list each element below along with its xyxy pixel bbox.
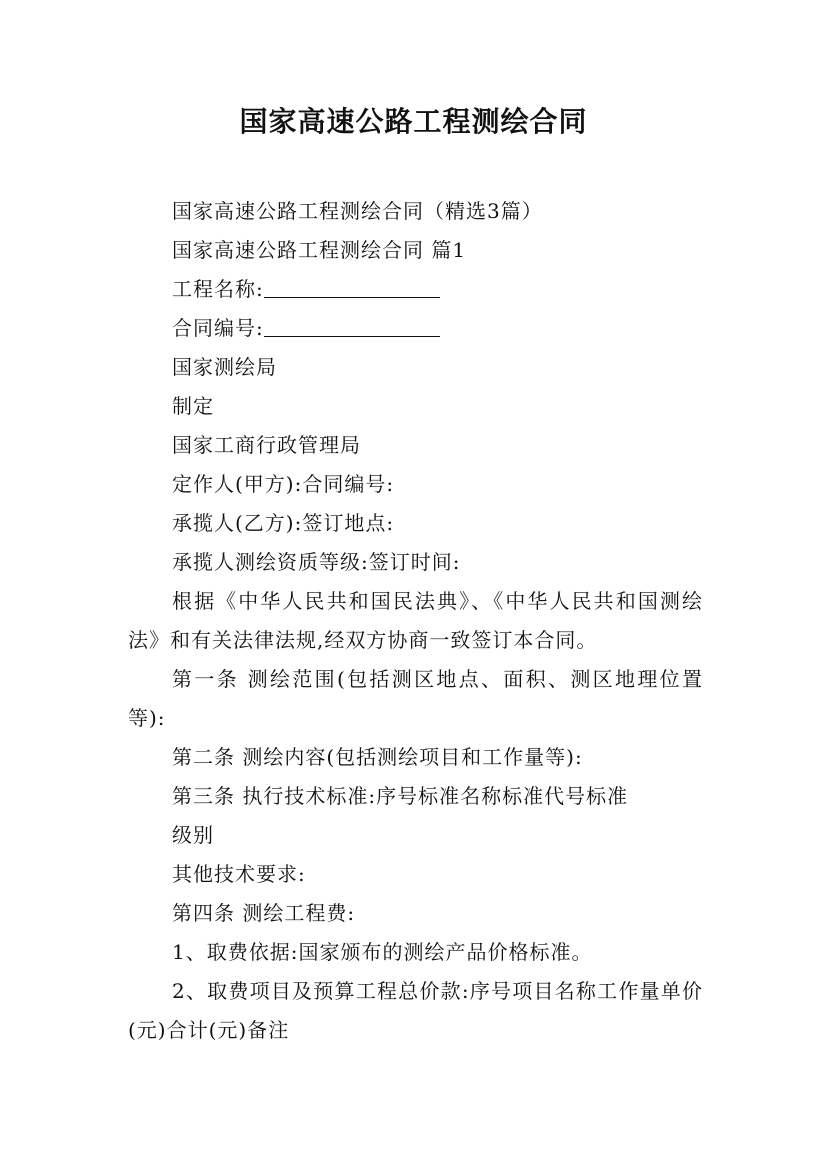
- authority-line: 国家工商行政管理局: [172, 433, 361, 457]
- article-3-line: 第三条 执行技术标准:序号标准名称标准代号标准: [172, 784, 629, 808]
- issuer-line: 国家测绘局: [172, 355, 277, 379]
- contract-number-line: [128, 309, 703, 348]
- fee-basis-line: 1、取费依据:国家颁布的测绘产品价格标准。: [172, 940, 593, 964]
- article-1-paragraph: 第一条 测绘范围(包括测区地点、面积、测区地理位置等):: [128, 667, 703, 730]
- party-b-line: 承揽人(乙方):签订地点:: [172, 511, 395, 535]
- legal-basis-paragraph: 根据《中华人民共和国民法典》、《中华人民共和国测绘法》和有关法律法规,经双方协商一致签订本合同。: [128, 589, 703, 652]
- article-4-line: 第四条 测绘工程费:: [172, 901, 356, 925]
- contract-number-label: 合同编号:: [172, 316, 264, 340]
- issued-line: 制定: [172, 394, 214, 418]
- fee-items-paragraph: 2、取费项目及预算工程总价款:序号项目名称工作量单价(元)合计(元)备注: [128, 979, 703, 1042]
- project-name-line: [128, 270, 703, 309]
- document-body: [128, 192, 703, 1050]
- party-a-line: 定作人(甲方):合同编号:: [172, 472, 395, 496]
- article-2-line: 第二条 测绘内容(包括测绘项目和工作量等):: [172, 745, 583, 769]
- section-heading: 国家高速公路工程测绘合同 篇1: [172, 238, 467, 262]
- contract-number-blank: [264, 314, 440, 337]
- project-name-blank: [264, 275, 440, 298]
- document-title: 国家高速公路工程测绘合同: [239, 105, 588, 138]
- project-name-label: 工程名称:: [172, 277, 264, 301]
- article-3-level-line: 级别: [172, 823, 214, 847]
- other-requirements-line: 其他技术要求:: [172, 862, 306, 886]
- subtitle-line: 国家高速公路工程测绘合同（精选3篇）: [172, 199, 543, 223]
- qualification-line: 承揽人测绘资质等级:签订时间:: [172, 550, 461, 574]
